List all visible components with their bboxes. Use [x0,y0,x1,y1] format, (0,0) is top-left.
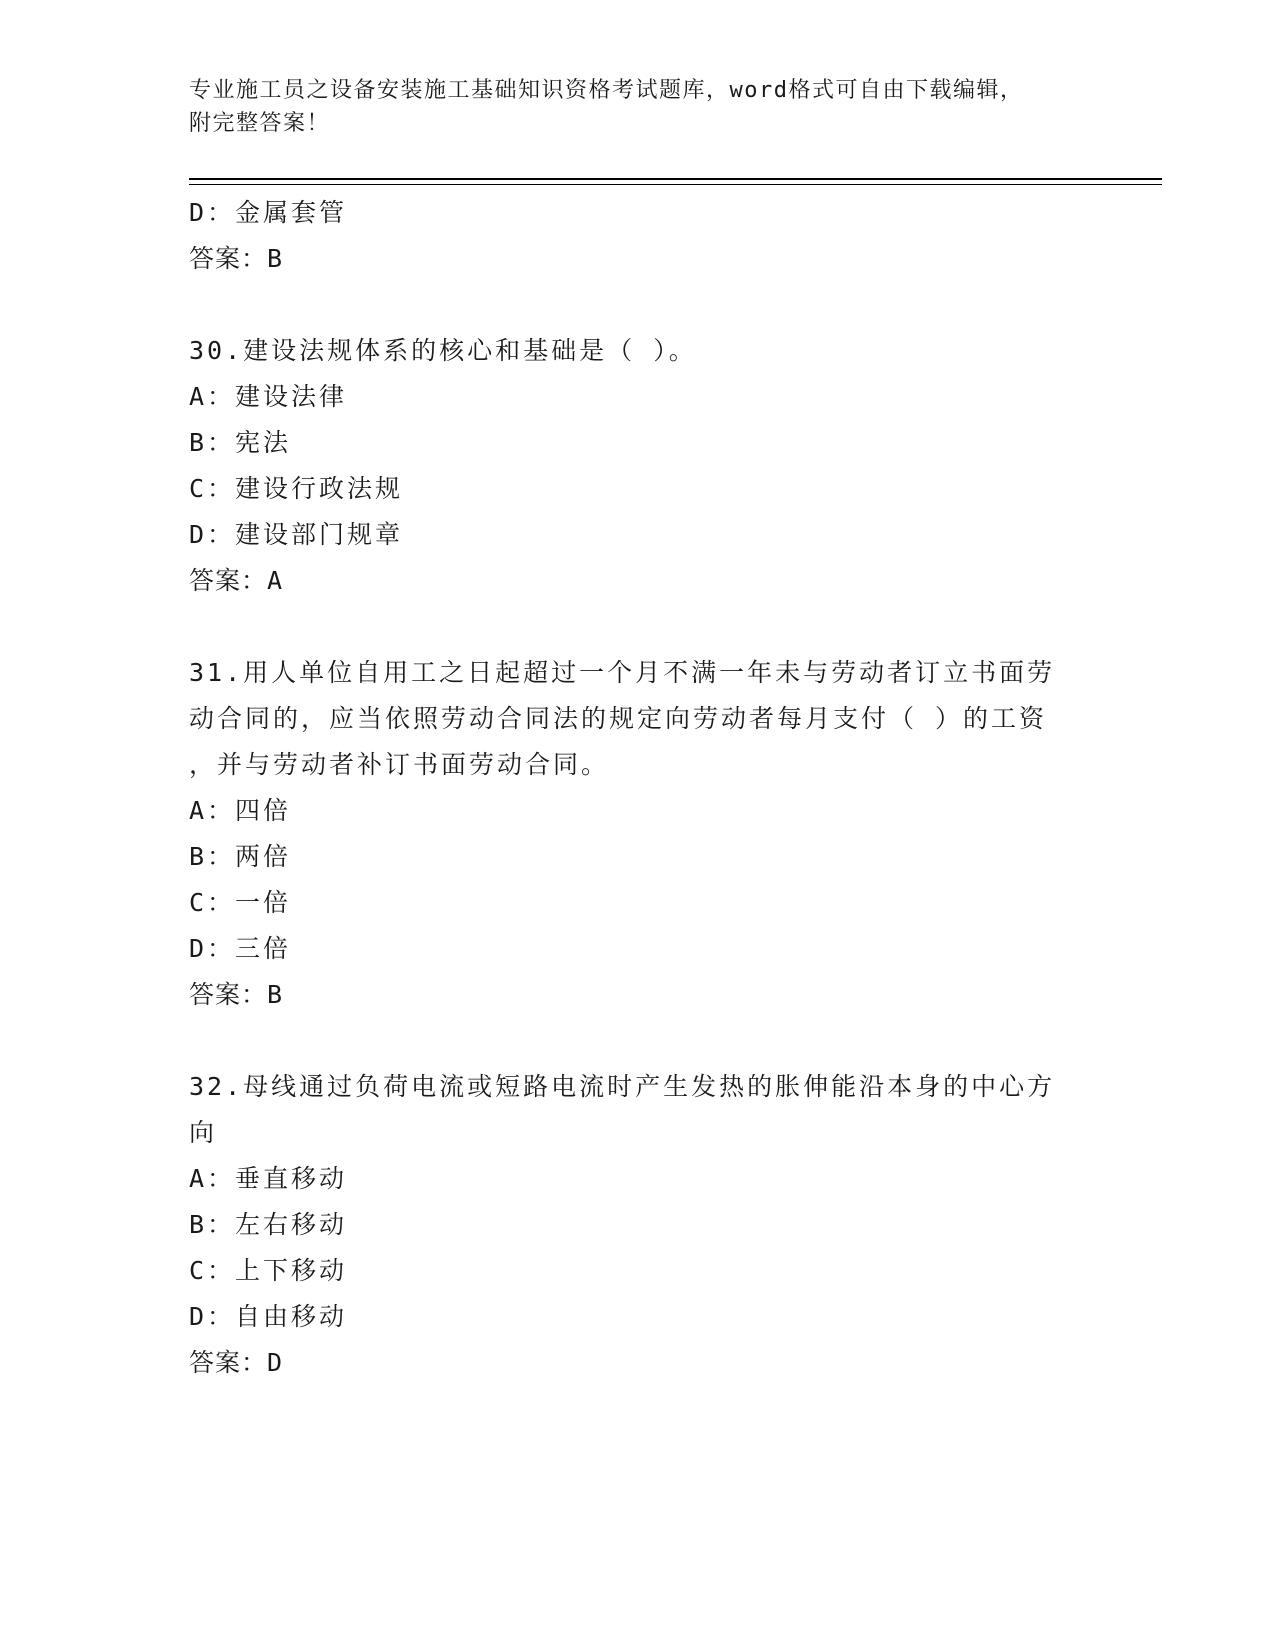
question-stem-line1: 31.用人单位自用工之日起超过一个月不满一年未与劳动者订立书面劳 [189,658,1056,687]
question-32 [189,1064,1084,1386]
header-title-line1: 专业施工员之设备安装施工基础知识资格考试题库，word格式可自由下载编辑， [189,78,1024,103]
option-c: C：上下移动 [189,1256,348,1285]
option-d: D：建设部门规章 [189,520,404,549]
header-title-line2: 附完整答案！ [189,111,331,136]
spacer [189,1018,1084,1064]
header-divider-thick [189,178,1162,180]
spacer [189,604,1084,650]
option-b: B：左右移动 [189,1210,348,1239]
option-b: B：两倍 [189,842,292,871]
question-stem: 30.建设法规体系的核心和基础是（ ）。 [189,336,697,365]
question-31 [189,650,1084,1018]
option-a: A：建设法律 [189,382,348,411]
spacer [189,282,1084,328]
option-d: D：三倍 [189,934,292,963]
question-content [189,190,1084,1386]
question-stem-line1: 32.母线通过负荷电流或短路电流时产生发热的胀伸能沿本身的中心方 [189,1072,1056,1101]
question-stem-line2: 动合同的，应当依照劳动合同法的规定向劳动者每月支付（ ）的工资 [189,704,1048,733]
answer: 答案：A [189,566,284,595]
answer: 答案：D [189,1348,284,1377]
question-30 [189,328,1084,604]
option-a: A：垂直移动 [189,1164,348,1193]
option-c: C：一倍 [189,888,292,917]
option-a: A：四倍 [189,796,292,825]
question-stem-line2: 向 [189,1118,218,1147]
answer: 答案：B [189,980,284,1009]
option-d: D：自由移动 [189,1302,348,1331]
question-stem-line3: ，并与劳动者补订书面劳动合同。 [189,750,610,779]
prev-answer: 答案：B [189,244,284,273]
document-header [189,74,1089,140]
header-divider-thin [189,184,1162,185]
option-c: C：建设行政法规 [189,474,404,503]
option-b: B：宪法 [189,428,292,457]
prev-option-d: D：金属套管 [189,198,348,227]
